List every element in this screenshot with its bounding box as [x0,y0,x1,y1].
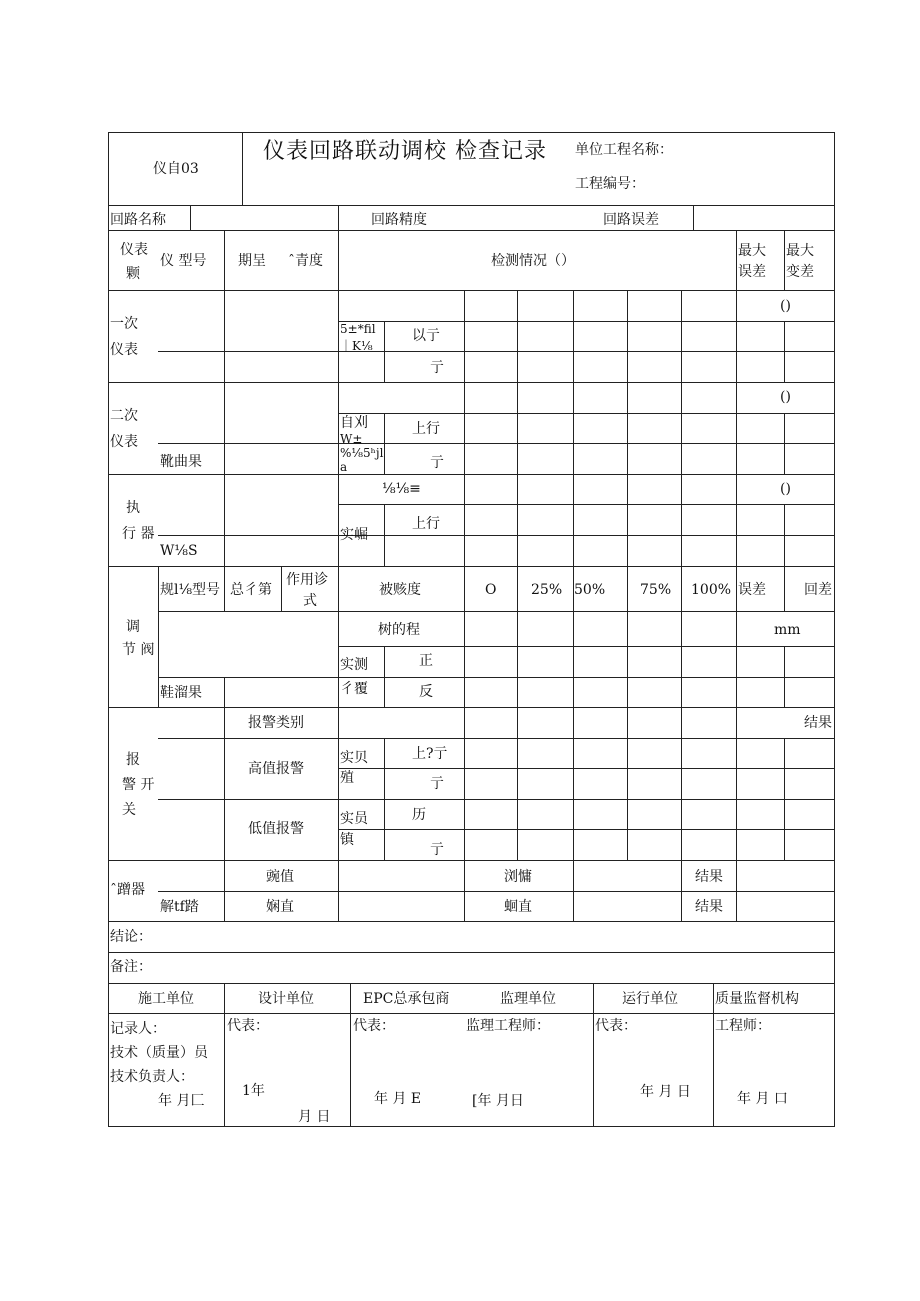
rule [158,611,835,612]
rule [108,1013,835,1014]
rule [108,205,835,206]
alarm-type: 报警类别 [248,715,304,731]
other-label: ˆ蹭器 [110,882,145,898]
rule [158,891,835,892]
sign-col-construction: 施工单位 [138,991,194,1007]
primary-label: 仪表 [110,342,138,358]
rule [338,321,835,322]
col-detection: 检测情况（） [491,253,575,269]
alarm-up-low: 历 [412,807,426,823]
secondary-result: 靴曲果 [160,454,202,470]
conclusion-label: 结论： [110,929,152,945]
valve-error: 误差 [738,582,766,598]
other-result: 结果 [695,869,723,885]
rule [693,205,694,231]
valve-meas: 实测 [340,657,368,673]
alarm-label: 报 [126,752,140,768]
valve-point-75: 75% [640,582,672,598]
primary-up: 以亍 [412,328,440,344]
actuator-input: ⅛⅛≡ [382,481,421,497]
border-left [108,132,109,1127]
other-sub: 解tf踏 [160,899,199,915]
col-max-variation: 变差 [786,264,814,280]
rule [736,290,737,921]
col-instr-type: 仪表 [120,242,148,258]
rule [784,504,785,611]
rule [108,474,835,475]
other-mid: 浏慵 [504,869,532,885]
rule [108,290,835,291]
sign-monthday-design: 月 日 [298,1109,331,1125]
primary-label: 一次 [110,316,138,332]
sign-tech-qa: 技术（质量）员 [110,1045,208,1061]
secondary-label: 二次 [110,408,138,424]
alarm-result: 结果 [804,715,832,731]
valve-total: 总彳第 [230,582,272,598]
sign-rep-epc: 代表： [353,1018,395,1034]
valve-point-25: 25% [531,582,563,598]
alarm-label: 关 [122,802,136,818]
loop-precision-label: 回路精度 [371,212,427,228]
secondary-label: 仪表 [110,434,138,450]
rule [158,566,159,707]
col-max-error: 最大 [738,243,766,259]
secondary-meas: a [340,460,348,474]
other-value: 豌值 [266,869,294,885]
rule [108,952,835,953]
sign-engineer: 工程师： [715,1018,771,1034]
valve-point-0: O [485,582,497,598]
alarm-down-high: 亍 [430,776,444,792]
alarm-meas-high: 实贝 [340,750,368,766]
border-top [108,132,835,133]
rule [224,230,225,566]
rule [108,860,835,861]
sign-col-design: 设计单位 [258,991,314,1007]
sign-year-design: 1年 [242,1083,265,1099]
rule [224,677,225,707]
col-max-variation: 最大 [786,243,814,259]
sign-col-operation: 运行单位 [622,991,678,1007]
valve-point-50: 50% [574,582,606,598]
secondary-down: 亍 [430,455,444,471]
sign-date-construction: 年 月匚 [158,1093,205,1109]
rule [338,829,835,830]
secondary-meas: 自刈 [340,415,368,431]
rule [158,535,835,536]
rule [338,768,835,769]
rule [784,230,785,291]
actuator-paren: () [780,481,791,497]
valve-hysteresis: 回差 [804,582,832,598]
alarm-meas-low: 实员 [340,811,368,827]
primary-meas: ｜K⅛ [340,339,373,353]
rule [108,566,835,567]
valve-stroke: 树的程 [378,622,420,638]
loop-name-label: 回路名称 [110,212,166,228]
primary-paren: () [780,298,791,314]
alarm-low: 低值报警 [248,821,304,837]
valve-label: 调 [126,619,140,635]
rule [158,799,835,800]
rule [190,205,191,231]
rule [224,707,225,921]
sign-date-quality: 年 月 口 [737,1091,788,1107]
actuator-meas: 实崛 [340,527,368,543]
other-result: 结果 [695,899,723,915]
rule [464,290,465,860]
remarks-label: 备注： [110,959,152,975]
rule [338,230,339,921]
rule [108,921,835,922]
sign-rep-operation: 代表： [595,1018,637,1034]
secondary-meas: %⅛5ʰjl [340,446,384,460]
project-no-label: 工程编号： [575,176,645,192]
rule [338,413,835,414]
rule [108,983,835,984]
secondary-paren: () [780,389,791,405]
valve-point-100: 100% [691,582,732,598]
col-max-error: 误差 [738,264,766,280]
rule [281,566,282,612]
rule [627,290,628,860]
sign-rep-design: 代表： [227,1018,269,1034]
valve-spec: 规l⅛型号 [160,582,221,598]
actuator-label: 执 [126,500,140,516]
valve-action: 式 [303,593,317,609]
alarm-meas-low: 镇 [340,832,354,848]
valve-meas: 彳覆 [340,681,368,697]
alarm-meas-high: 殖 [340,770,354,786]
rule [158,738,835,739]
sign-col-supervision: 监理单位 [500,991,556,1007]
secondary-meas: W± [340,432,363,446]
valve-input: 被赅度 [379,582,421,598]
rule [593,983,594,1127]
actuator-up: 上行 [412,516,440,532]
sign-tech-lead: 技术负责人： [110,1069,194,1085]
rule [108,707,835,708]
valve-action: 作用诊 [286,572,328,588]
border-right [834,132,835,1127]
sign-supervisor: 监理工程师： [466,1018,550,1034]
unit-project-label: 单位工程名称： [575,142,673,158]
rule [338,504,835,505]
other-mid: 蛔直 [504,899,532,915]
col-range: 期呈 [238,253,266,269]
rule [713,983,714,1127]
valve-forward: 正 [419,653,433,669]
rule [736,230,737,291]
sign-col-epc: EPC总承包商 [363,991,450,1007]
alarm-up-high: 上?亍 [412,746,448,762]
alarm-label: 警 开 [122,777,155,793]
actuator-label: 行 器 [122,526,155,542]
valve-result: 鞋溜果 [160,685,202,701]
rule [108,230,835,231]
header-divider [242,132,243,206]
col-accuracy: ˆ青度 [288,253,323,269]
rule [108,382,835,383]
rule [338,205,339,231]
rule [350,983,351,1127]
rule [681,290,682,921]
valve-reverse: 反 [419,684,433,700]
sign-col-quality: 质量监督机构 [715,991,799,1007]
sign-date-supervision: [年 月日 [472,1093,524,1109]
primary-down: 亍 [430,360,444,376]
rule [158,443,835,444]
rule [573,290,574,921]
alarm-down-low: 亍 [430,842,444,858]
alarm-high: 高值报警 [248,761,304,777]
actuator-ws: W⅛S [160,543,198,559]
other-value: 娴直 [266,899,294,915]
border-bottom [108,1126,835,1127]
rule [517,290,518,860]
form-code: 仪自03 [153,161,199,177]
col-instr-type: 颗 [126,266,140,282]
valve-label: 节 阀 [122,642,155,658]
sign-date-operation: 年 月 日 [640,1084,691,1100]
rule [224,983,225,1127]
primary-meas: 5±*fil [340,322,376,336]
rule [158,677,835,678]
rule [338,646,835,647]
col-model: 仪 型号 [160,253,207,269]
valve-unit: mm [774,622,801,638]
rule [158,351,835,352]
loop-error-label: 回路误差 [603,212,659,228]
sign-recorder: 记录人： [110,1021,166,1037]
rule [224,566,225,612]
page-title: 仪表回路联动调校 检查记录 [263,139,547,164]
sign-date-epc: 年 月 E [374,1091,422,1107]
secondary-up: 上行 [412,421,440,437]
